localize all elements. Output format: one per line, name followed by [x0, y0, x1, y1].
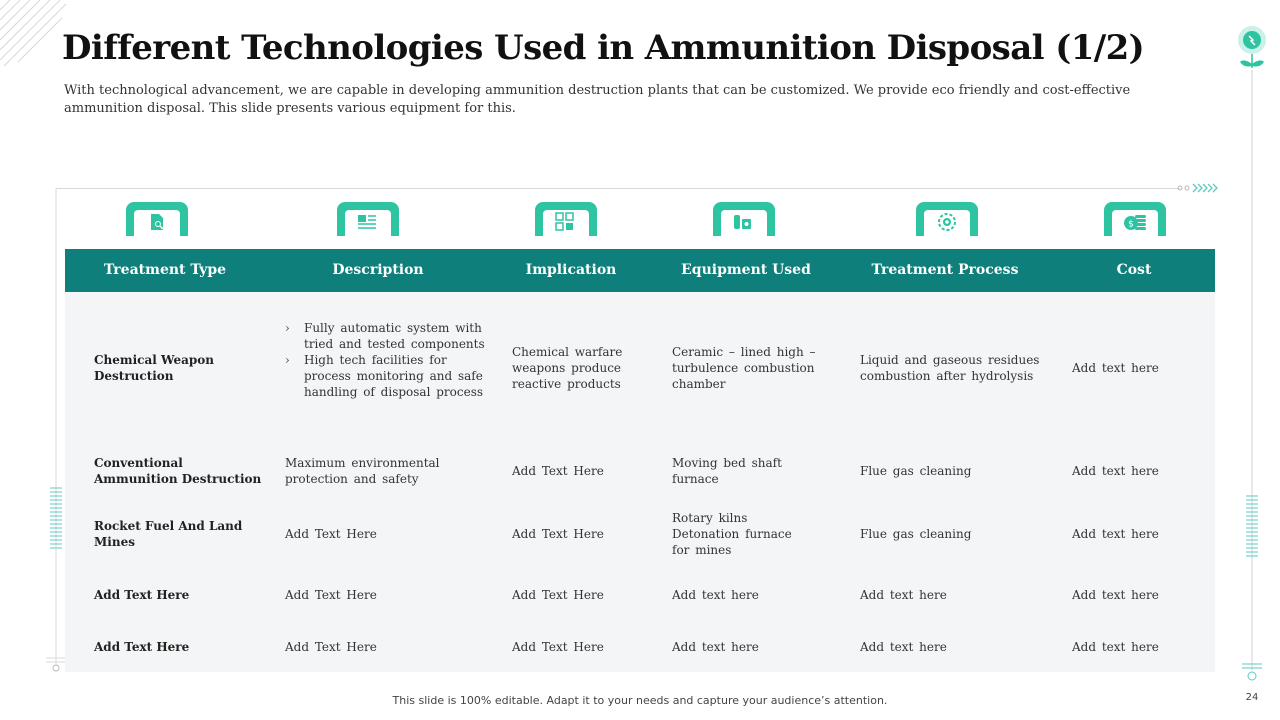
cell-description: Add Text Here — [285, 640, 377, 654]
cell-treatment-type: Add Text Here — [94, 640, 190, 654]
corner-hatch-decoration — [0, 0, 70, 70]
table-frame-line — [56, 188, 1180, 189]
right-side-decoration — [1228, 20, 1280, 690]
cell-equipment: Add text here — [672, 588, 759, 602]
cell-cost: Add text here — [1072, 527, 1159, 541]
cell-implication: Add Text Here — [512, 640, 604, 654]
cell-equipment: Ceramic – lined high – turbulence combustion chamber — [672, 345, 816, 391]
page-title: Different Technologies Used in Ammunition Disposal (1/2) — [62, 28, 1145, 68]
header-treatment-process: Treatment Process — [871, 262, 1019, 278]
header-description: Description — [332, 262, 424, 278]
cell-implication: Add Text Here — [512, 464, 604, 478]
cell-implication: Add Text Here — [512, 588, 604, 602]
svg-text:$: $ — [1128, 219, 1134, 230]
cell-cost: Add text here — [1072, 588, 1159, 602]
coins-icon — [1104, 202, 1166, 236]
cell-treatment-type: Chemical Weapon Destruction — [94, 353, 215, 383]
equipment-icon — [713, 202, 775, 236]
cell-description: Add Text Here — [285, 527, 377, 541]
cell-equipment: Add text here — [672, 640, 759, 654]
chevrons-icon — [1176, 180, 1220, 196]
description-bullet: › Fully automatic system with tried and tested components — [285, 320, 485, 352]
cell-cost: Add text here — [1072, 464, 1159, 478]
search-document-icon — [126, 202, 188, 236]
cell-treatment-type: Conventional Ammunition Destruction — [94, 456, 262, 486]
cell-description: Add Text Here — [285, 588, 377, 602]
cell-implication: Add Text Here — [512, 527, 604, 541]
header-implication: Implication — [525, 262, 617, 278]
cell-equipment: Moving bed shaft furnace — [672, 456, 782, 486]
cell-cost: Add text here — [1072, 640, 1159, 654]
lightbulb-plant-icon — [1238, 26, 1266, 68]
header-cost: Cost — [1116, 262, 1152, 278]
page-number: 24 — [1245, 692, 1259, 703]
cell-treatment-type: Rocket Fuel And Land Mines — [94, 519, 243, 549]
grid-icon — [535, 202, 597, 236]
cell-process: Flue gas cleaning — [860, 464, 972, 478]
cell-process: Add text here — [860, 588, 947, 602]
cell-process: Liquid and gaseous residues combustion after hydrolysis — [860, 353, 1040, 383]
cell-treatment-type: Add Text Here — [94, 588, 190, 602]
gear-icon — [916, 202, 978, 236]
cell-cost: Add text here — [1072, 361, 1159, 375]
cell-process: Add text here — [860, 640, 947, 654]
cell-process: Flue gas cleaning — [860, 527, 972, 541]
header-treatment-type: Treatment Type — [103, 262, 227, 278]
table-header — [65, 249, 1215, 292]
header-equipment-used: Equipment Used — [681, 262, 811, 278]
cell-equipment: Rotary kilns Detonation furnace for mines — [672, 511, 792, 557]
page-subtitle: With technological advancement, we are capable in developing ammunition destruction plants that can be customized. We provide eco friendly and cost-effective ammunition disposal. This slide presents various equipment for this. — [64, 83, 1131, 116]
text-lines-icon — [337, 202, 399, 236]
description-bullet: › High tech facilities for process monitoring and safe handling of disposal process — [285, 352, 485, 400]
cell-description — [285, 320, 485, 400]
cell-implication: Chemical warfare weapons produce reactive products — [512, 345, 623, 391]
cell-description: Maximum environmental protection and safety — [285, 456, 440, 486]
footer-note: This slide is 100% editable. Adapt it to your needs and capture your audience’s attention. — [392, 694, 888, 707]
